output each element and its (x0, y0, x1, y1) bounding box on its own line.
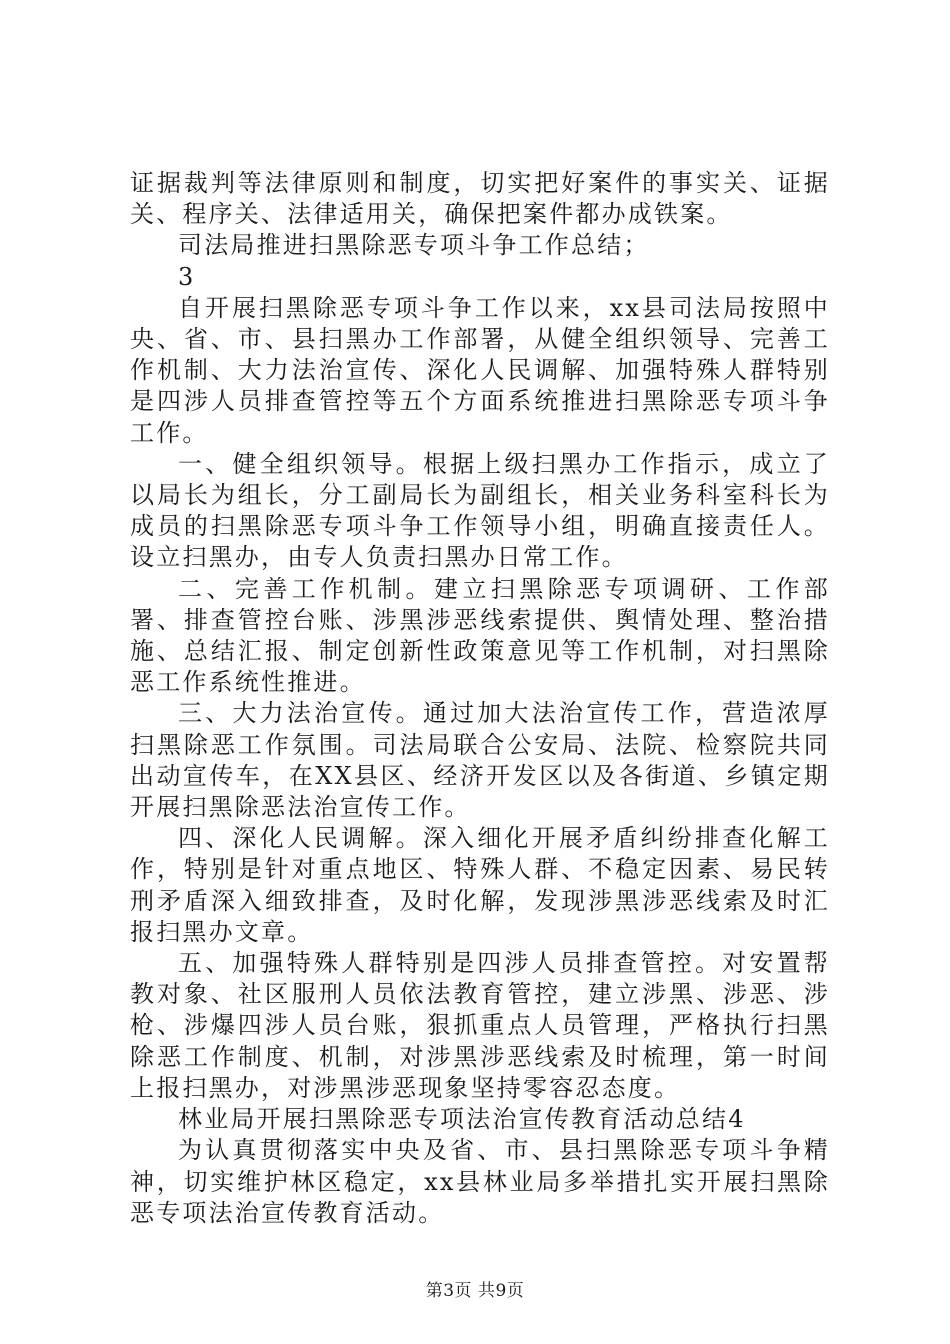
paragraph-6: 二、完善工作机制。建立扫黑除恶专项调研、工作部署、排查管控台账、涉黑涉恶线索提供、舆情处理、整治措施、总结汇报、制定创新性政策意见等工作机制，对扫黑除恶工作系统性推进。 (130, 574, 830, 697)
paragraph-3-number: 3 (178, 262, 196, 291)
paragraph-2-heading: 司法局推进扫黑除恶专项斗争工作总结； (178, 231, 650, 260)
paragraph-4: 自开展扫黑除恶专项斗争工作以来，xx县司法局按照中央、省、市、县扫黑办工作部署，从健全组织领导、完善工作机制、大力法治宣传、深化人民调解、加强特殊人群特别是四涉人员排查管控等五个方面系统推进扫黑除恶专项斗争工作。 (130, 293, 830, 447)
paragraph-5: 一、健全组织领导。根据上级扫黑办工作指示，成立了以局长为组长，分工副局长为副组长，相关业务科室科长为成员的扫黑除恶专项斗争工作领导小组，明确直接责任人。设立扫黑办，由专人负责扫黑办日常工作。 (130, 449, 830, 572)
paragraph-9: 五、加强特殊人群特别是四涉人员排查管控。对安置帮教对象、社区服刑人员依法教育管控，建立涉黑、涉恶、涉枪、涉爆四涉人员台账，狠抓重点人员管理，严格执行扫黑除恶工作制度、机制，对涉黑涉恶线索及时梳理，第一时间上报扫黑办，对涉黑涉恶现象坚持零容忍态度。 (130, 949, 830, 1102)
paragraph-7: 三、大力法治宣传。通过加大法治宣传工作，营造浓厚扫黑除恶工作氛围。司法局联合公安局、法院、检察院共同出动宣传车，在XX县区、经济开发区以及各街道、乡镇定期开展扫黑除恶法治宣传工作。 (130, 699, 830, 822)
paragraph-1: 证据裁判等法律原则和制度，切实把好案件的事实关、证据关、程序关、法律适用关，确保把案件都办成铁案。 (130, 169, 830, 229)
document-body (130, 168, 830, 1229)
paragraph-8: 四、深化人民调解。深入细化开展矛盾纠纷排查化解工作，特别是针对重点地区、特殊人群、不稳定因素、易民转刑矛盾深入细致排查，及时化解，发现涉黑涉恶线索及时汇报扫黑办文章。 (130, 824, 830, 946)
page-footer: 第3页 共9页 (425, 1281, 525, 1301)
paragraph-10-heading: 林业局开展扫黑除恶专项法治宣传教育活动总结4 (178, 1105, 746, 1134)
paragraph-11: 为认真贯彻落实中央及省、市、县扫黑除恶专项斗争精神，切实维护林区稳定，xx县林业局多举措扎实开展扫黑除恶专项法治宣传教育活动。 (130, 1136, 830, 1227)
